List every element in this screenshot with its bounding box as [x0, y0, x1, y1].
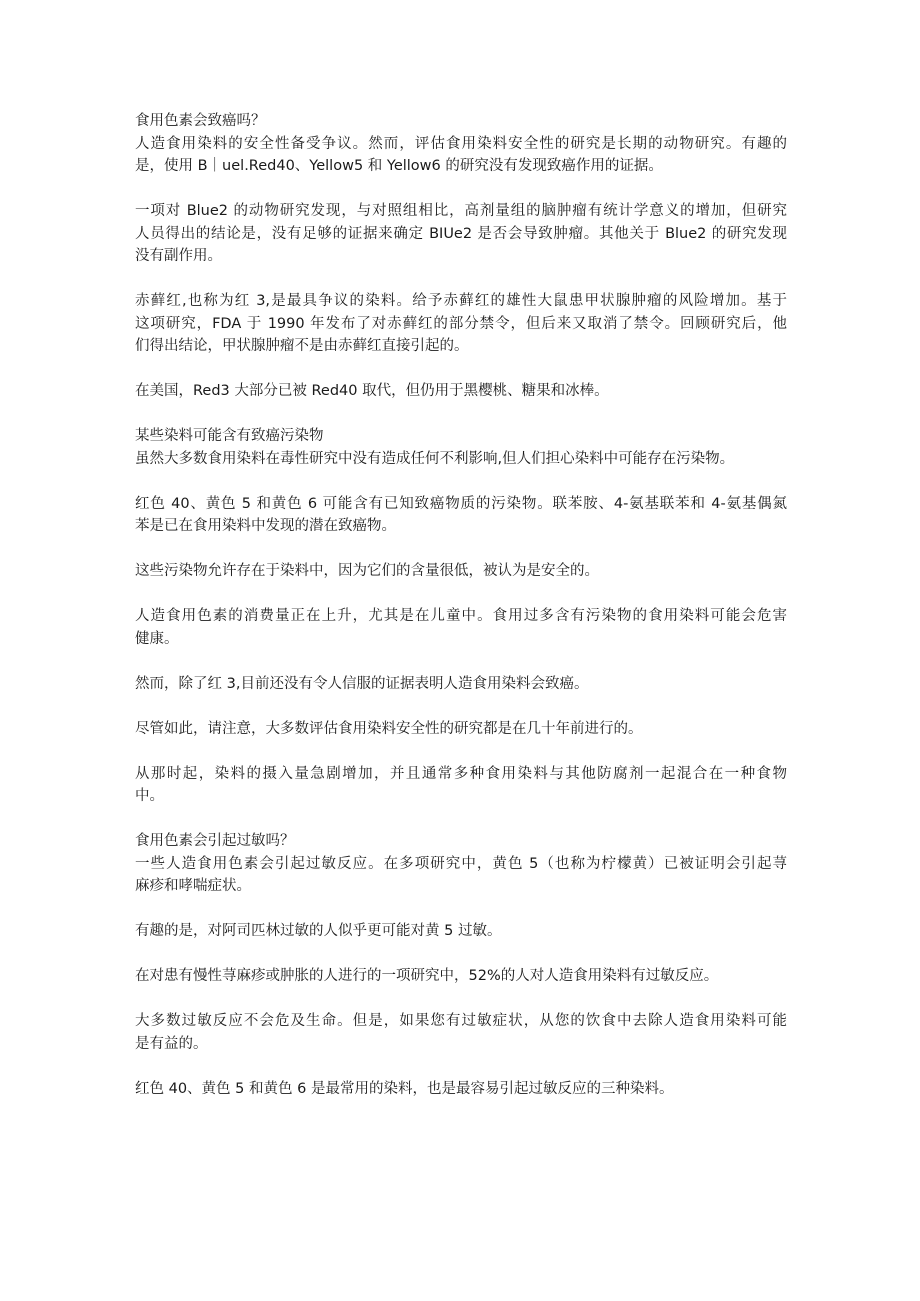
paragraph [135, 133, 787, 178]
paragraph-line: 人员得出的结论是，没有足够的证据来确定 BIUe2 是否会导致肿瘤。其他关于 Blue2 的研究发现 [135, 225, 787, 242]
paragraph [135, 200, 787, 268]
paragraph [135, 718, 787, 741]
paragraph [135, 920, 787, 943]
paragraph-line: 尽管如此，请注意，大多数评估食用染料安全性的研究都是在几十年前进行的。 [135, 720, 643, 737]
paragraph-gap [135, 268, 787, 291]
paragraph [135, 1010, 787, 1055]
paragraph-gap [135, 538, 787, 561]
paragraph-gap [135, 808, 787, 831]
paragraph [135, 605, 787, 650]
paragraph-line: 红色 40、黄色 5 和黄色 6 可能含有已知致癌物质的污染物。联苯胺、4-氨基联苯和 4-氨基偶氮 [135, 495, 787, 512]
paragraph-line: 在美国，Red3 大部分已被 Red40 取代，但仍用于黑樱桃、糖果和冰棒。 [135, 383, 609, 399]
paragraph-line: 苯是已在食用染料中发现的潜在致癌物。 [135, 518, 396, 534]
paragraph-line: 麻疹和哮喘症状。 [135, 878, 251, 894]
paragraph [135, 673, 787, 696]
paragraph-gap [135, 898, 787, 921]
paragraph [135, 560, 787, 583]
paragraph [135, 763, 787, 808]
paragraph-line: 中。 [135, 788, 164, 804]
paragraph [135, 380, 787, 403]
paragraph [135, 290, 787, 358]
paragraph-line: 在对患有慢性荨麻疹或肿胀的人进行的一项研究中，52%的人对人造食用染料有过敏反应。 [135, 968, 719, 984]
paragraph-line: 健康。 [135, 630, 179, 647]
paragraph-gap [135, 403, 787, 426]
paragraph [135, 853, 787, 898]
paragraph-line: 人造食用色素的消费量正在上升，尤其是在儿童中。食用过多含有污染物的食用染料可能会危害 [135, 608, 787, 624]
paragraph-line: 一项对 Blue2 的动物研究发现，与对照组相比，高剂量组的脑肿瘤有统计学意义的增加，但研究 [135, 203, 787, 219]
section-heading: 食用色素会致癌吗？ [135, 113, 266, 129]
paragraph-line: 从那时起，染料的摄入量急剧增加，并且通常多种食用染料与其他防腐剂一起混合在一种食物 [135, 765, 787, 782]
paragraph-line: 一些人造食用色素会引起过敏反应。在多项研究中，黄色 5（也称为柠檬黄）已被证明会引起荨 [135, 855, 787, 872]
paragraph-line: 们得出结论，甲状腺肿瘤不是由赤藓红直接引起的。 [135, 338, 469, 354]
paragraph [135, 448, 787, 471]
paragraph-line: 赤藓红,也称为红 3,是最具争议的染料。给予赤藓红的雄性大鼠患甲状腺肿瘤的风险增加。基于 [135, 293, 787, 309]
paragraph-line: 没有副作用。 [135, 248, 222, 264]
paragraph-gap [135, 943, 787, 966]
paragraph-gap [135, 358, 787, 381]
paragraph-gap [135, 695, 787, 718]
document-body [135, 110, 787, 1100]
paragraph-line: 人造食用染料的安全性备受争议。然而，评估食用染料安全性的研究是长期的动物研究。有趣的 [135, 135, 787, 152]
paragraph-line: 是有益的。 [135, 1035, 208, 1052]
paragraph-line: 大多数过敏反应不会危及生命。但是，如果您有过敏症状，从您的饮食中去除人造食用染料可能 [135, 1013, 787, 1029]
paragraph [135, 1078, 787, 1101]
paragraph-gap [135, 1055, 787, 1078]
paragraph-gap [135, 988, 787, 1011]
paragraph [135, 493, 787, 538]
section-heading: 某些染料可能含有致癌污染物 [135, 428, 324, 444]
paragraph-line: 这些污染物允许存在于染料中，因为它们的含量很低，被认为是安全的。 [135, 563, 599, 579]
paragraph-gap [135, 650, 787, 673]
paragraph-line: 有趣的是，对阿司匹林过敏的人似乎更可能对黄 5 过敏。 [135, 923, 502, 939]
section-heading: 食用色素会引起过敏吗？ [135, 833, 295, 849]
paragraph-line: 虽然大多数食用染料在毒性研究中没有造成任何不利影响,但人们担心染料中可能存在污染物。 [135, 450, 735, 467]
paragraph [135, 965, 787, 988]
paragraph-gap [135, 740, 787, 763]
paragraph-line: 是，使用 B｜uel.Red40、Yellow5 和 Yellow6 的研究没有发现致癌作用的证据。 [135, 158, 663, 174]
paragraph-line: 然而，除了红 3,目前还没有令人信服的证据表明人造食用染料会致癌。 [135, 675, 589, 692]
paragraph-line: 这项研究，FDA 于 1990 年发布了对赤藓红的部分禁令，但后来又取消了禁令。回顾研究后，他 [135, 315, 787, 332]
paragraph-line: 红色 40、黄色 5 和黄色 6 是最常用的染料，也是最容易引起过敏反应的三种染料。 [135, 1080, 674, 1097]
paragraph-gap [135, 178, 787, 201]
paragraph-gap [135, 583, 787, 606]
paragraph-gap [135, 470, 787, 493]
